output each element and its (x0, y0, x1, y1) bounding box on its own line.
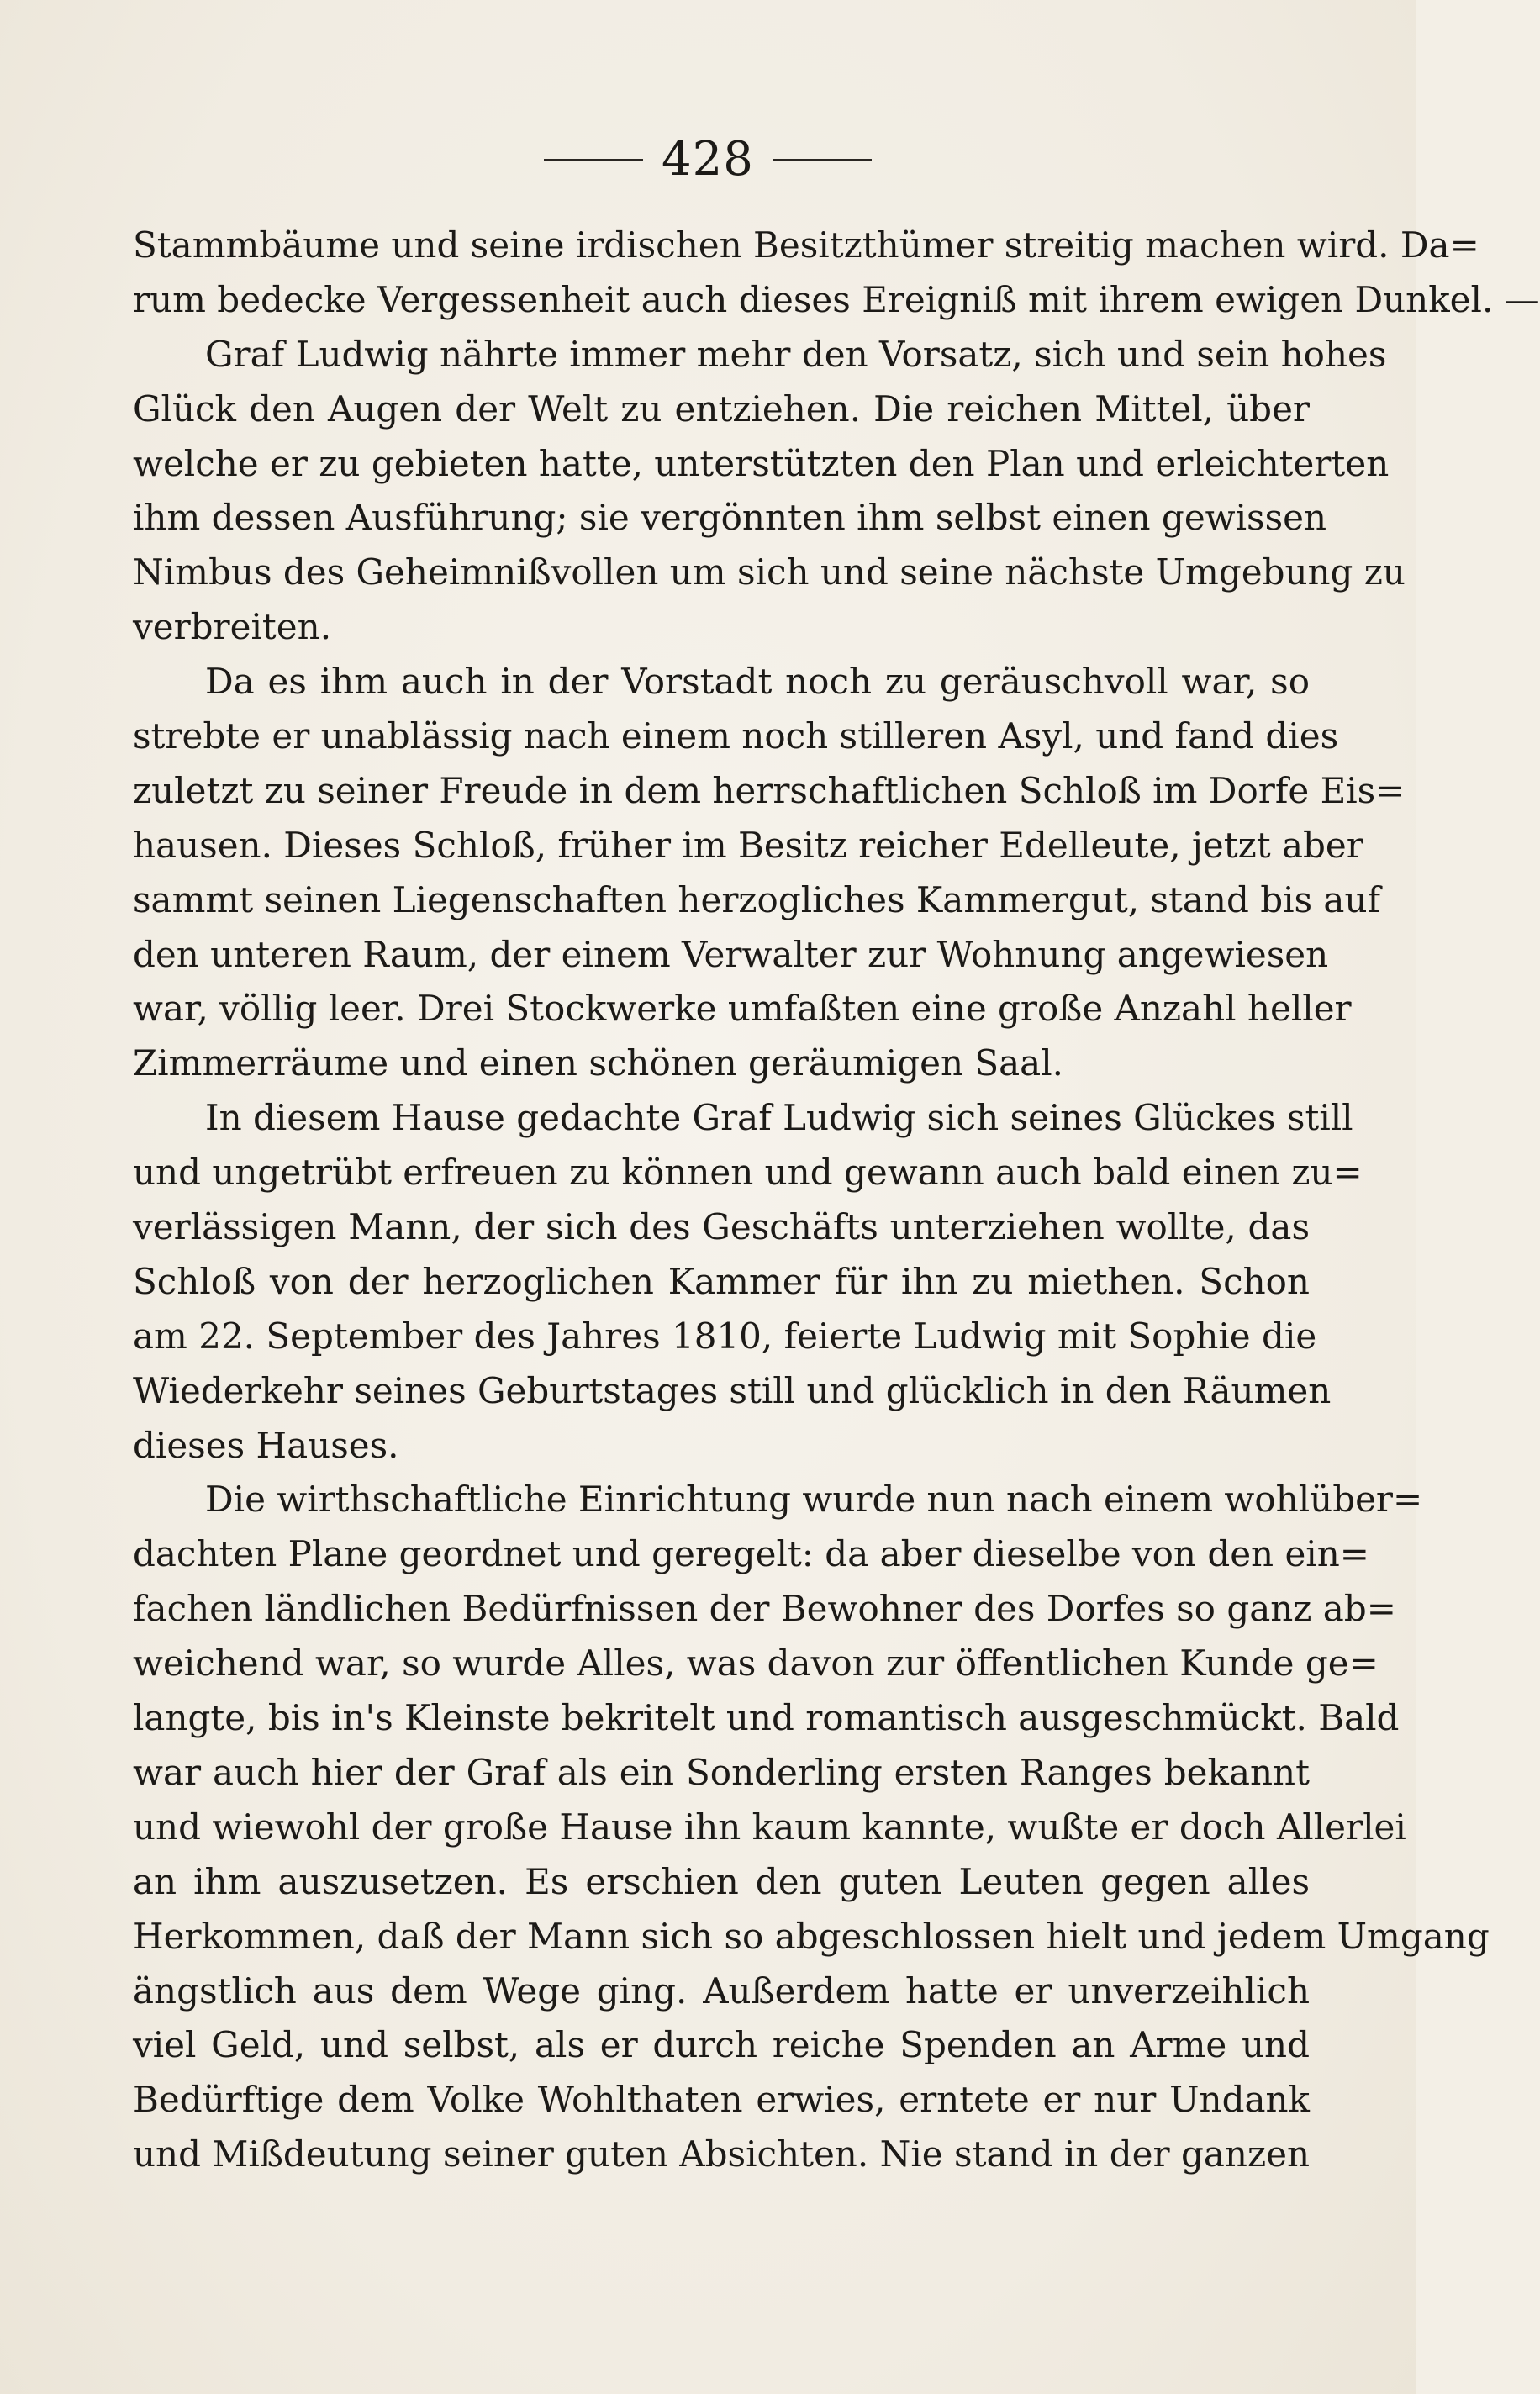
text-line: dachten Plane geordnet und geregelt: da aber dieselbe von den ein= (133, 1533, 1369, 1575)
text-line: war, völlig leer. Drei Stockwerke umfaßten eine große Anzahl heller (133, 988, 1352, 1030)
text-line: Da es ihm auch in der Vorstadt noch zu geräuschvoll war, so (205, 661, 1310, 703)
page-number: 428 (662, 132, 754, 187)
text-line: Stammbäume und seine irdischen Besitzthümer streitig machen wird. Da= (133, 224, 1479, 266)
page-header (0, 126, 1416, 193)
text-line: Herkommen, daß der Mann sich so abgeschlossen hielt und jedem Umgang (133, 1915, 1490, 1957)
text-line: langte, bis in's Kleinste bekritelt und romantisch ausgeschmückt. Bald (133, 1697, 1400, 1739)
header-rule-right (773, 159, 872, 161)
text-line: ihm dessen Ausführung; sie vergönnten ihm selbst einen gewissen (133, 497, 1327, 539)
text-line: Glück den Augen der Welt zu entziehen. Die reichen Mittel, über (133, 388, 1310, 430)
text-line: fachen ländlichen Bedürfnissen der Bewohner des Dorfes so ganz ab= (133, 1588, 1396, 1630)
text-line: an ihm auszusetzen. Es erschien den guten Leuten gegen alles (133, 1860, 1310, 1902)
text-line: ängstlich aus dem Wege ging. Außerdem hatte er unverzeihlich (133, 1970, 1310, 2012)
text-line: verlässigen Mann, der sich des Geschäfts unterziehen wollte, das (133, 1206, 1310, 1248)
text-line: verbreiten. (133, 606, 332, 648)
text-line: weichend war, so wurde Alles, was davon zur öffentlichen Kunde ge= (133, 1643, 1379, 1685)
header-rule-left (544, 159, 643, 161)
text-line: und wiewohl der große Hause ihn kaum kannte, wußte er doch Allerlei (133, 1806, 1406, 1848)
text-line: rum bedecke Vergessenheit auch dieses Ereigniß mit ihrem ewigen Dunkel. — (133, 278, 1540, 320)
text-line: viel Geld, und selbst, als er durch reiche Spenden an Arme und (133, 2024, 1310, 2066)
text-line: war auch hier der Graf als ein Sonderling ersten Ranges bekannt (133, 1751, 1310, 1793)
text-line: den unteren Raum, der einem Verwalter zur Wohnung angewiesen (133, 933, 1329, 975)
text-line: sammt seinen Liegenschaften herzogliches Kammergut, stand bis auf (133, 878, 1381, 920)
text-line: und ungetrübt erfreuen zu können und gewann auch bald einen zu= (133, 1152, 1363, 1194)
text-line: zuletzt zu seiner Freude in dem herrschaftlichen Schloß im Dorfe Eis= (133, 769, 1406, 811)
text-line: welche er zu gebieten hatte, unterstützten den Plan und erleichterten (133, 442, 1390, 484)
text-line: Bedürftige dem Volke Wohlthaten erwies, erntete er nur Undank (133, 2079, 1310, 2121)
text-line: und Mißdeutung seiner guten Absichten. Nie stand in der ganzen (133, 2133, 1310, 2175)
text-line: hausen. Dieses Schloß, früher im Besitz reicher Edelleute, jetzt aber (133, 824, 1363, 866)
text-line: Graf Ludwig nährte immer mehr den Vorsatz, sich und sein hohes (205, 333, 1387, 375)
text-line: am 22. September des Jahres 1810, feierte Ludwig mit Sophie die (133, 1315, 1317, 1357)
text-line: Zimmerräume und einen schönen geräumigen Saal. (133, 1042, 1063, 1084)
text-line: strebte er unablässig nach einem noch stilleren Asyl, und fand dies (133, 715, 1339, 757)
text-line: Wiederkehr seines Geburtstages still und glücklich in den Räumen (133, 1369, 1332, 1411)
body-text (133, 219, 1540, 2182)
text-line: Nimbus des Geheimnißvollen um sich und seine nächste Umgebung zu (133, 551, 1406, 593)
text-line: Die wirthschaftliche Einrichtung wurde nun nach einem wohlüber= (205, 1479, 1423, 1521)
text-line: In diesem Hause gedachte Graf Ludwig sich seines Glückes still (205, 1097, 1353, 1139)
text-line: Schloß von der herzoglichen Kammer für ihn zu miethen. Schon (133, 1260, 1310, 1302)
text-line: dieses Hauses. (133, 1424, 399, 1466)
